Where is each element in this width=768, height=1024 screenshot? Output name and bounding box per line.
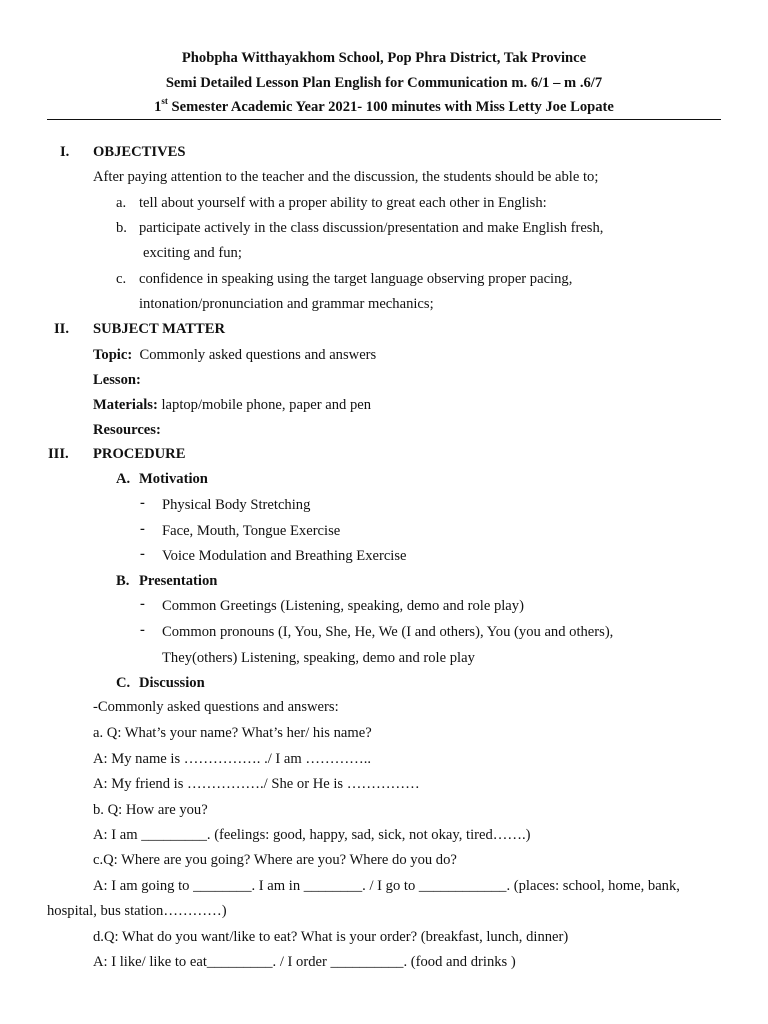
discussion-line: A: I am going to ________. I am in ________. / I go to ____________. (places: school, home, bank, — [93, 878, 680, 894]
plan-title: Semi Detailed Lesson Plan English for Communication m. 6/1 – m .6/7 — [165, 75, 603, 91]
section-numeral-objectives: I. — [60, 144, 70, 160]
subsection-title-discussion: Discussion — [139, 675, 205, 691]
dash-bullet: - — [140, 546, 145, 562]
objective-text: tell about yourself with a proper ability to great each other in English: — [139, 195, 547, 211]
resources-label: Resources: — [93, 422, 161, 438]
dash-bullet: - — [140, 495, 145, 511]
school-title: Phobpha Witthayakhom School, Pop Phra District, Tak Province — [181, 50, 587, 66]
materials-line: Materials: laptop/mobile phone, paper and pen — [93, 397, 372, 413]
topic-line: Topic: Commonly asked questions and answers — [93, 347, 377, 363]
dash-bullet: - — [140, 521, 145, 537]
discussion-line: c.Q: Where are you going? Where are you? Where do you do? — [93, 852, 457, 868]
discussion-line: a. Q: What’s your name? What’s her/ his name? — [93, 725, 372, 741]
semester-line: 1st Semester Academic Year 2021- 100 minutes with Miss Letty Joe Lopate — [154, 96, 614, 115]
objectives-intro: After paying attention to the teacher and the discussion, the students should be able to; — [93, 169, 599, 185]
lesson-label: Lesson: — [93, 372, 141, 388]
section-numeral-subject: II. — [54, 321, 70, 337]
motivation-item: Voice Modulation and Breathing Exercise — [162, 548, 407, 564]
dash-bullet: - — [140, 596, 145, 612]
objective-marker: c. — [116, 271, 127, 287]
objective-text-cont: exciting and fun; — [143, 245, 242, 261]
discussion-line: d.Q: What do you want/like to eat? What is your order? (breakfast, lunch, dinner) — [93, 929, 569, 945]
presentation-item: Common Greetings (Listening, speaking, demo and role play) — [162, 598, 524, 614]
dash-bullet: - — [140, 622, 145, 638]
section-numeral-procedure: III. — [48, 446, 69, 462]
subsection-marker-motivation: A. — [116, 471, 131, 487]
discussion-line: A: My friend is ……………./ She or He is …………… — [93, 776, 420, 792]
discussion-line-cont: hospital, bus station…………) — [47, 903, 227, 919]
section-heading-subject: SUBJECT MATTER — [93, 321, 226, 337]
motivation-item: Physical Body Stretching — [162, 497, 311, 513]
subsection-marker-presentation: B. — [116, 573, 130, 589]
objective-text: confidence in speaking using the target language observing proper pacing, — [139, 271, 573, 287]
discussion-line: A: My name is ……………. ./ I am ………….. — [93, 751, 372, 767]
discussion-line: b. Q: How are you? — [93, 802, 208, 818]
presentation-item-cont: They(others) Listening, speaking, demo and role play — [162, 650, 475, 666]
objective-text: participate actively in the class discussion/presentation and make English fresh, — [139, 220, 604, 236]
header-divider — [47, 119, 721, 120]
motivation-item: Face, Mouth, Tongue Exercise — [162, 523, 341, 539]
presentation-item: Common pronouns (I, You, She, He, We (I and others), You (you and others), — [162, 624, 614, 640]
discussion-line: -Commonly asked questions and answers: — [93, 699, 339, 715]
section-heading-procedure: PROCEDURE — [93, 446, 186, 462]
objective-marker: a. — [116, 195, 127, 211]
discussion-line: A: I am _________. (feelings: good, happy, sad, sick, not okay, tired…….) — [93, 827, 531, 843]
section-heading-objectives: OBJECTIVES — [93, 144, 186, 160]
subsection-marker-discussion: C. — [116, 675, 131, 691]
discussion-line: A: I like/ like to eat_________. / I order __________. (food and drinks ) — [93, 954, 516, 970]
subsection-title-presentation: Presentation — [139, 573, 218, 589]
objective-text-cont: intonation/pronunciation and grammar mechanics; — [139, 296, 434, 312]
subsection-title-motivation: Motivation — [139, 471, 208, 487]
objective-marker: b. — [116, 220, 127, 236]
